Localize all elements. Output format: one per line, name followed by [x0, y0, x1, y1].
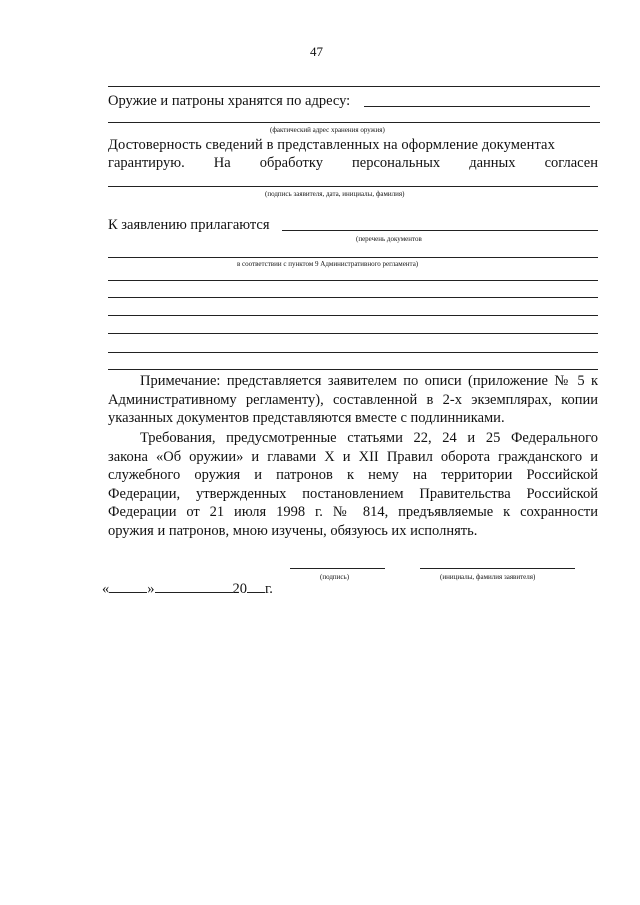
attachments-line[interactable] — [108, 369, 598, 370]
date-open-quote: « — [102, 581, 110, 597]
note-line: Административному регламенту), составленной в 2-х экземплярах, копии — [108, 391, 598, 408]
attachments-caption-2: в соответствии с пунктом 9 Административного регламента) — [237, 260, 419, 268]
attachments-line[interactable] — [108, 352, 598, 353]
consent-word: гарантирую. — [108, 155, 185, 171]
consent-word: На — [213, 155, 231, 171]
signature-caption: (подпись) — [320, 573, 350, 581]
year-prefix: 20 — [232, 581, 247, 597]
consent-word: обработку — [259, 155, 323, 171]
year-suffix: г. — [265, 581, 273, 597]
storage-address-caption: (фактический адрес хранения оружия) — [270, 126, 385, 134]
requirements-line: Федерации, утвержденных постановлением Правительства Российской — [108, 485, 598, 502]
consent-signature-field[interactable] — [108, 186, 598, 187]
applicant-name-caption: (инициалы, фамилия заявителя) — [440, 573, 536, 581]
consent-word: персональных — [352, 155, 441, 171]
requirements-line: Требования, предусмотренные статьями 22, 24 и 25 Федерального — [140, 430, 598, 446]
note-paragraph — [108, 372, 598, 428]
note-line: указанных документов представляются вместе с подлинниками. — [108, 410, 505, 426]
attachments-field[interactable] — [282, 230, 598, 231]
attachments-label: К заявлению прилагаются — [108, 217, 270, 233]
top-rule — [108, 86, 600, 87]
attachments-line[interactable] — [108, 280, 598, 281]
requirements-line: закона «Об оружии» и главами X и XII Правил оборота гражданского и — [108, 448, 598, 465]
attachments-line[interactable] — [108, 297, 598, 298]
requirements-paragraph — [108, 429, 598, 541]
date-close-quote: » — [147, 581, 155, 597]
attachments-line[interactable] — [108, 333, 598, 334]
requirements-line: служебного оружия и патронов к нему на территории Российской — [108, 467, 598, 484]
note-line: Примечание: представляется заявителем по описи (приложение № 5 к — [140, 373, 598, 389]
month-field[interactable] — [155, 580, 233, 593]
consent-line-1: Достоверность сведений в представленных на оформление документах — [108, 137, 555, 153]
consent-caption: (подпись заявителя, дата, инициалы, фамилия) — [265, 190, 405, 198]
storage-address-field[interactable] — [364, 106, 590, 107]
storage-address-field-2[interactable] — [108, 122, 600, 123]
page-number: 47 — [310, 44, 323, 59]
attachments-caption-1: (перечень документов — [356, 235, 422, 243]
attachments-field-2[interactable] — [108, 257, 598, 258]
date-line — [102, 580, 273, 598]
applicant-name-field[interactable] — [420, 568, 575, 569]
year-field[interactable] — [247, 580, 265, 593]
consent-word: данных — [469, 155, 516, 171]
consent-line-2 — [108, 154, 598, 172]
day-field[interactable] — [109, 580, 147, 593]
requirements-line: оружия и патронов, мною изучены, обязуюсь их исполнять. — [108, 522, 478, 539]
attachments-line[interactable] — [108, 315, 598, 316]
storage-address-label: Оружие и патроны хранятся по адресу: — [108, 93, 351, 109]
signature-field[interactable] — [290, 568, 385, 569]
requirements-line: Федерации от 21 июля 1998 г. № 814, предъявляемые к сохранности — [108, 504, 598, 521]
consent-word: согласен — [544, 155, 598, 171]
